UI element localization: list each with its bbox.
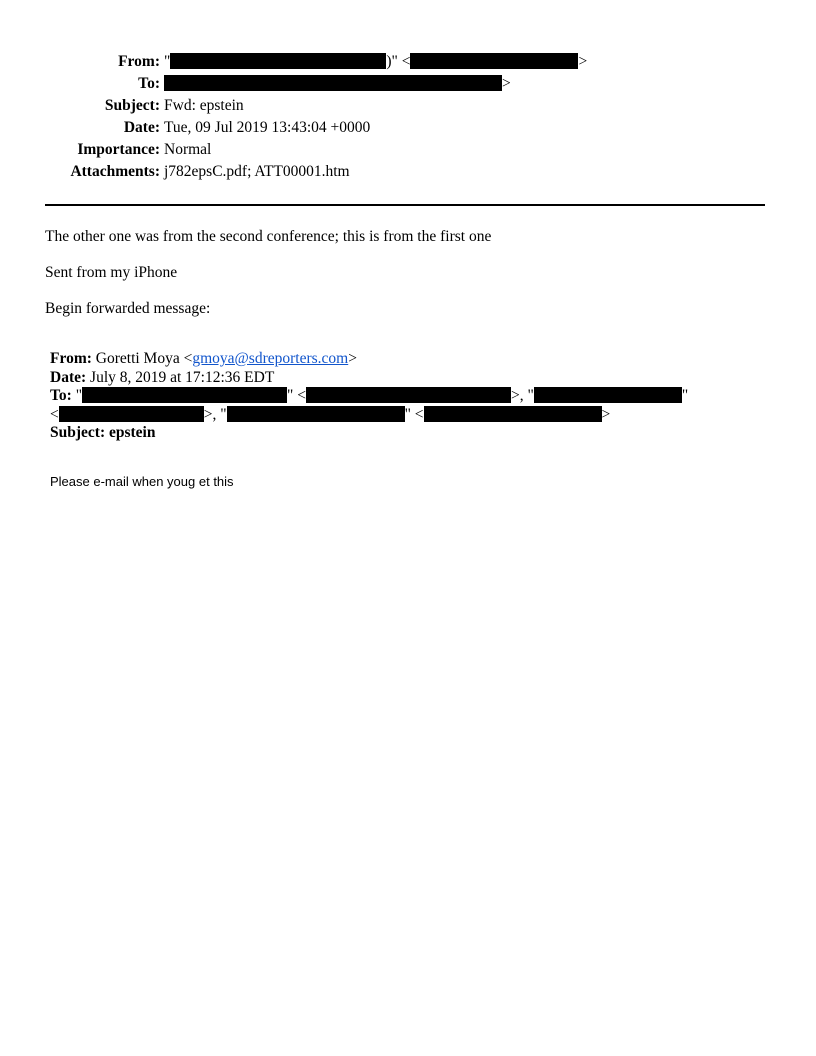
redaction-bar [59, 406, 204, 422]
fwd-date-label: Date: [50, 368, 87, 386]
fwd-from-email-link[interactable]: gmoya@sdreporters.com [192, 350, 349, 367]
fwd-date-row [50, 369, 770, 388]
fwd-date-value: July 8, 2019 at 17:12:36 EDT [90, 368, 275, 386]
header-divider [45, 204, 765, 206]
redaction-bar [170, 53, 386, 69]
to-label: To: [138, 75, 160, 92]
body-line-2: Sent from my iPhone [45, 264, 178, 281]
importance-label: Importance: [77, 141, 160, 158]
fwd-from-label: From: [50, 350, 92, 367]
from-value [160, 51, 587, 73]
fwd-from-name: Goretti Moya < [95, 350, 193, 367]
from-close: > [578, 53, 588, 70]
importance-row [0, 139, 700, 161]
subject-value: Fwd: epstein [164, 97, 244, 114]
fwd-from-row [50, 350, 770, 369]
redaction-bar [534, 387, 682, 403]
fwd-to-q3: >, " [510, 387, 534, 404]
subject-label: Subject: [104, 97, 160, 114]
redaction-bar [227, 406, 405, 422]
fwd-to-q1: " [75, 387, 83, 404]
fwd-subject: Subject: epstein [50, 424, 156, 441]
fwd-from-close: > [348, 350, 357, 367]
redaction-bar [164, 75, 502, 91]
fwd-to-label: To: [50, 387, 72, 404]
to-close: > [502, 75, 511, 92]
fwd-to-q2: " < [287, 387, 306, 404]
date-row [0, 117, 700, 139]
fwd-to-l2c: " < [404, 405, 424, 423]
message-note: Please e-mail when youg et this [50, 474, 234, 489]
subject-row [0, 95, 700, 117]
from-row [0, 51, 700, 73]
from-quote-open: " [164, 53, 171, 70]
date-label: Date: [123, 119, 160, 136]
fwd-to-l2a: < [50, 405, 59, 423]
attachments-value[interactable]: j782epsC.pdf; ATT00001.htm [164, 163, 350, 180]
body-line-3: Begin forwarded message: [45, 300, 211, 317]
importance-value: Normal [164, 141, 212, 158]
attachments-row [0, 161, 700, 183]
redaction-bar [82, 387, 287, 403]
to-value [160, 73, 511, 95]
to-row [0, 73, 700, 95]
fwd-to-q4: " [681, 387, 689, 404]
fwd-to-row-2 [50, 406, 770, 425]
redaction-bar [306, 387, 511, 403]
email-header [0, 51, 700, 183]
fwd-to-l2d: > [601, 405, 611, 423]
redaction-bar [424, 406, 602, 422]
redaction-bar [410, 53, 578, 69]
forwarded-header [50, 350, 770, 443]
body-line-1: The other one was from the second conference; this is from the first one [45, 228, 492, 245]
attachments-label: Attachments: [70, 163, 160, 180]
from-separator: )" < [386, 53, 411, 70]
date-value: Tue, 09 Jul 2019 13:43:04 +0000 [164, 119, 371, 136]
from-label: From: [118, 53, 160, 70]
fwd-to-row [50, 387, 770, 406]
fwd-to-l2b: >, " [203, 405, 227, 423]
